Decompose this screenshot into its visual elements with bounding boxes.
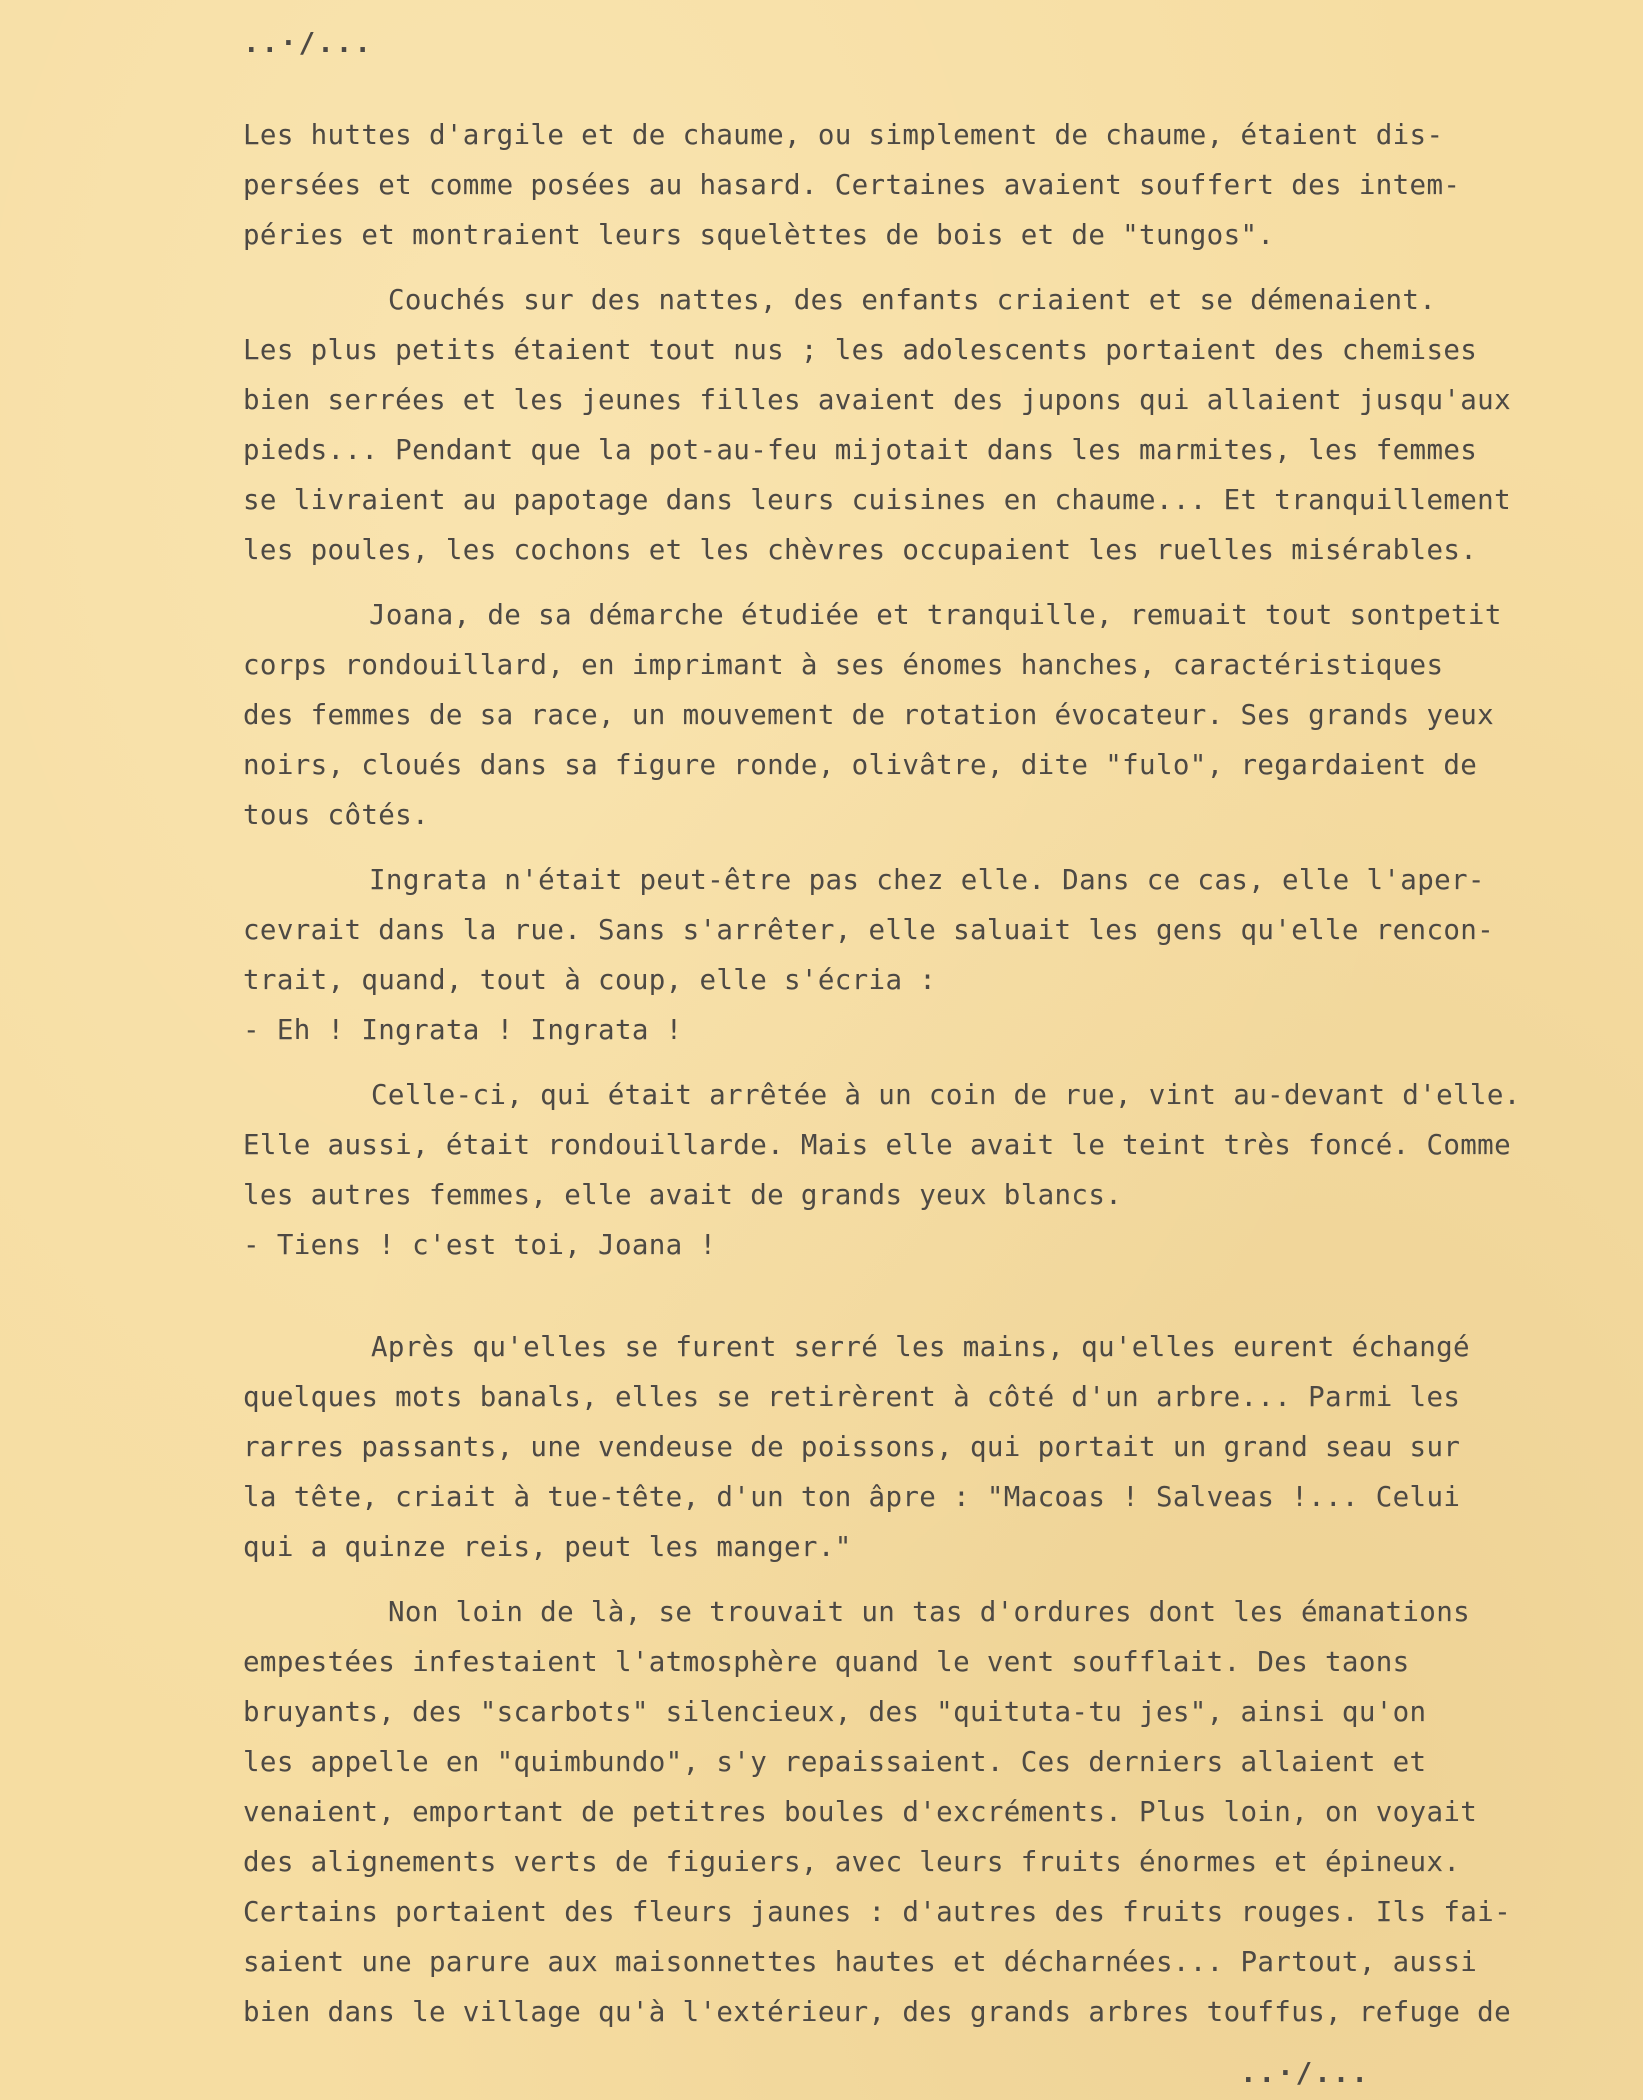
text-line: des femmes de sa race, un mouvement de rotation évocateur. Ses grands yeux: [243, 699, 1495, 731]
text-line: trait, quand, tout à coup, elle s'écria :: [243, 964, 937, 996]
text-line: Après qu'elles se furent serré les mains, qu'elles eurent échangé: [371, 1331, 1470, 1363]
text-line: persées et comme posées au hasard. Certaines avaient souffert des intem-: [243, 169, 1461, 201]
text-line: bruyants, des "scarbots" silencieux, des "quituta-tu jes", ainsi qu'on: [243, 1696, 1427, 1728]
text-line: des alignements verts de figuiers, avec leurs fruits énormes et épineux.: [243, 1846, 1461, 1878]
text-line: empestées infestaient l'atmosphère quand le vent soufflait. Des taons: [243, 1646, 1410, 1678]
text-line: bien serrées et les jeunes filles avaient des jupons qui allaient jusqu'aux: [243, 384, 1511, 416]
text-line: les appelle en "quimbundo", s'y repaissaient. Ces derniers allaient et: [243, 1746, 1427, 1778]
paragraph-7: [243, 1587, 1643, 2037]
text-line: Joana, de sa démarche étudiée et tranquille, remuait tout sontpetit: [369, 599, 1502, 631]
text-line: qui a quinze reis, peut les manger.": [243, 1531, 852, 1563]
page-continuation-marker-bottom: ..·/...: [1240, 2057, 1370, 2089]
page-continuation-marker-top: ..·/...: [243, 27, 373, 59]
text-line: Couchés sur des nattes, des enfants criaient et se démenaient.: [388, 284, 1437, 316]
text-line: rarres passants, une vendeuse de poissons, qui portait un grand seau sur: [243, 1431, 1461, 1463]
text-line: venaient, emportant de petitres boules d'excréments. Plus loin, on voyait: [243, 1796, 1478, 1828]
text-line: cevrait dans la rue. Sans s'arrêter, elle saluait les gens qu'elle rencon-: [243, 914, 1495, 946]
text-line: les poules, les cochons et les chèvres occupaient les ruelles misérables.: [243, 534, 1478, 566]
text-line: se livraient au papotage dans leurs cuisines en chaume... Et tranquillement: [243, 484, 1511, 516]
text-line: corps rondouillard, en imprimant à ses énomes hanches, caractéristiques: [243, 649, 1444, 681]
document-body: [243, 110, 1643, 2037]
text-line: Ingrata n'était peut-être pas chez elle. Dans ce cas, elle l'aper-: [369, 864, 1485, 896]
text-line: noirs, cloués dans sa figure ronde, olivâtre, dite "fulo", regardaient de: [243, 749, 1478, 781]
text-line: Celle-ci, qui était arrêtée à un coin de rue, vint au-devant d'elle.: [371, 1079, 1521, 1111]
paragraph-2: [243, 275, 1643, 575]
text-line: Les huttes d'argile et de chaume, ou simplement de chaume, étaient dis-: [243, 119, 1444, 151]
text-line: Les plus petits étaient tout nus ; les adolescents portaient des chemises: [243, 334, 1478, 366]
text-line: tous côtés.: [243, 799, 429, 831]
text-line: la tête, criait à tue-tête, d'un ton âpre : "Macoas ! Salveas !... Celui: [243, 1481, 1461, 1513]
text-line: bien dans le village qu'à l'extérieur, des grands arbres touffus, refuge de: [243, 1996, 1511, 2028]
text-line: Non loin de là, se trouvait un tas d'ordures dont les émanations: [388, 1596, 1471, 1628]
text-line: péries et montraient leurs squelèttes de bois et de "tungos".: [243, 219, 1275, 251]
text-line: les autres femmes, elle avait de grands yeux blancs.: [243, 1179, 1123, 1211]
text-line: Certains portaient des fleurs jaunes : d'autres des fruits rouges. Ils fai-: [243, 1896, 1511, 1928]
text-line: saient une parure aux maisonnettes hautes et décharnées... Partout, aussi: [243, 1946, 1478, 1978]
paragraph-1: [243, 110, 1643, 260]
dialogue-line: - Tiens ! c'est toi, Joana !: [243, 1229, 717, 1261]
paragraph-4: [243, 855, 1643, 1055]
text-line: Elle aussi, était rondouillarde. Mais elle avait le teint très foncé. Comme: [243, 1129, 1511, 1161]
text-line: quelques mots banals, elles se retirèrent à côté d'un arbre... Parmi les: [243, 1381, 1461, 1413]
dialogue-line: - Eh ! Ingrata ! Ingrata !: [243, 1014, 683, 1046]
paragraph-3: [243, 590, 1643, 840]
text-line: pieds... Pendant que la pot-au-feu mijotait dans les marmites, les femmes: [243, 434, 1478, 466]
paragraph-6: [243, 1322, 1643, 1572]
paragraph-5: [243, 1070, 1643, 1270]
